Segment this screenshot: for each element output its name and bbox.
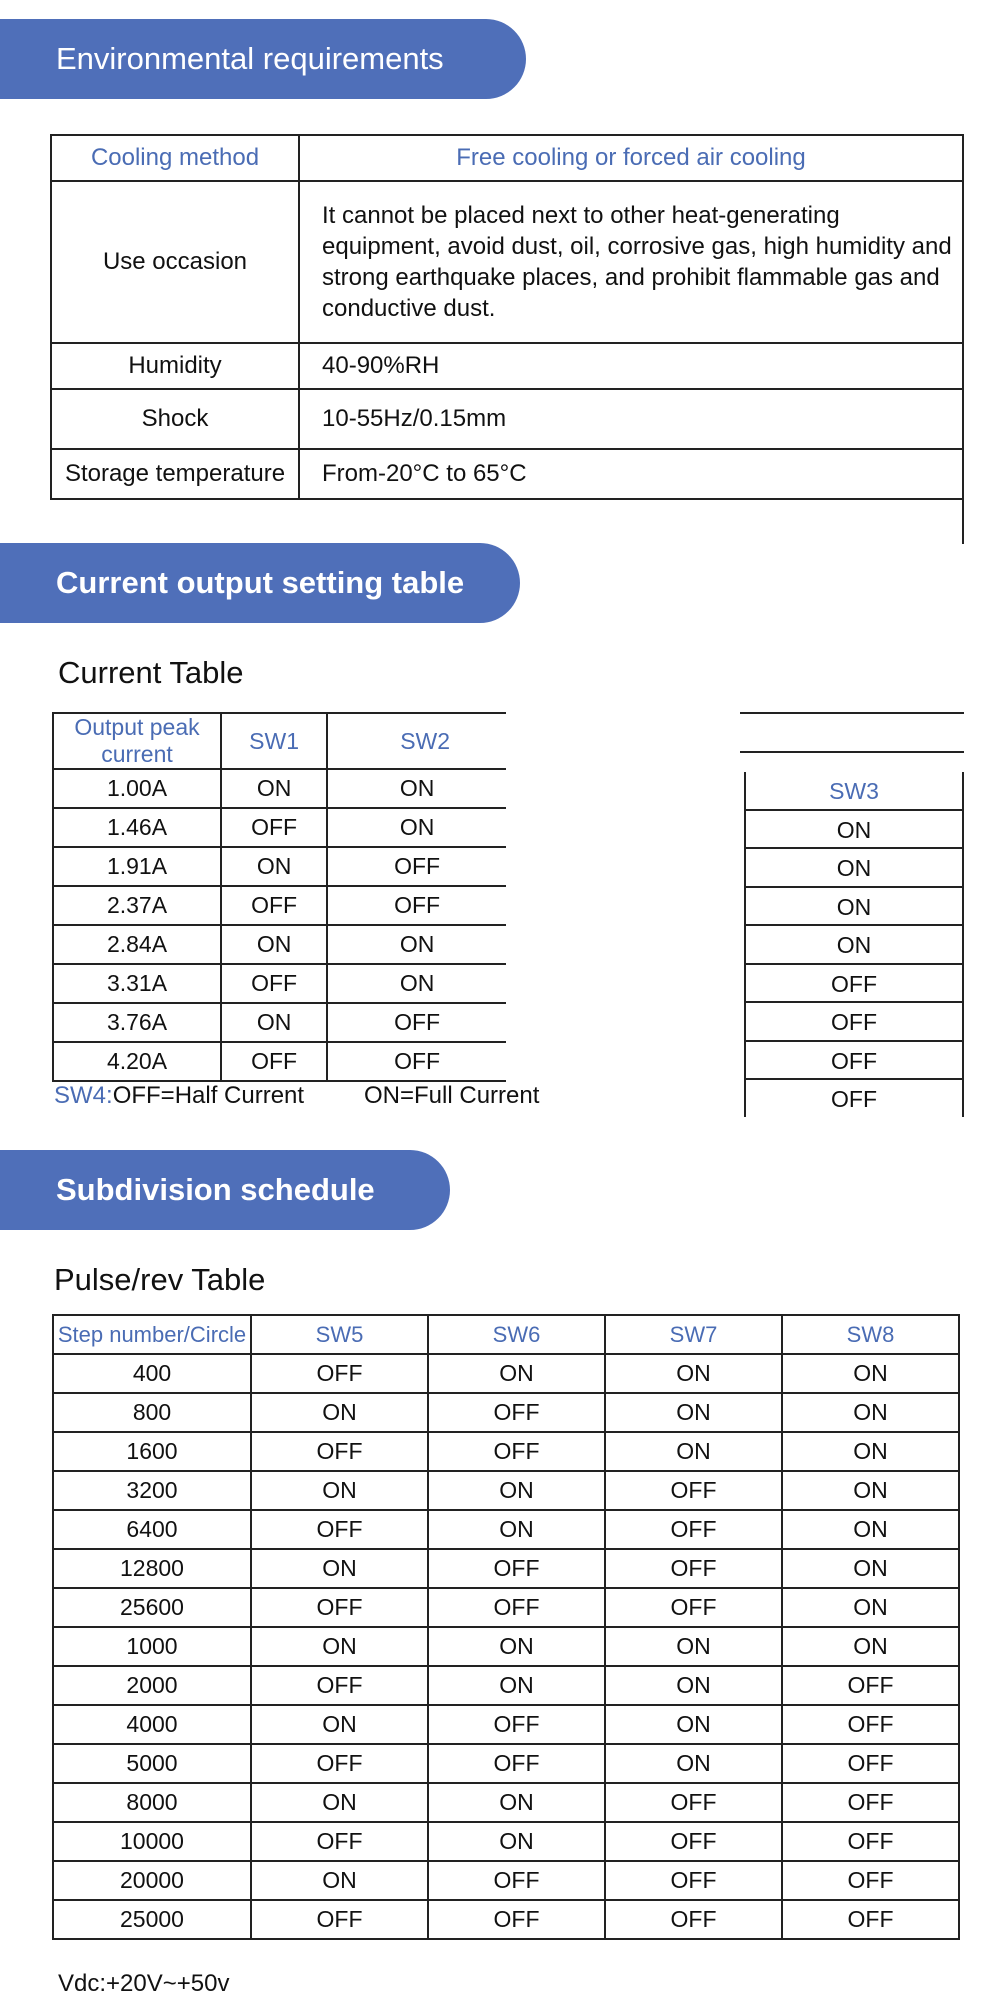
table-cell: 3200 [53,1471,251,1510]
table-cell: ON [327,964,506,1003]
table-cell: OFF [746,1003,962,1042]
table-row [53,847,506,886]
table-cell: ON [251,1861,428,1900]
table-cell: 12800 [53,1549,251,1588]
table-cell: ON [782,1393,959,1432]
table-header-cell: SW5 [251,1315,428,1354]
table-cell: 1000 [53,1627,251,1666]
table-cell: OFF [782,1900,959,1939]
table-cell: ON [746,849,962,888]
table-divider [740,751,964,753]
table-row [53,769,506,808]
table-cell: OFF [605,1900,782,1939]
table-cell: Shock [51,389,299,449]
table-header-cell: SW3 [746,772,962,811]
table-cell: 2000 [53,1666,251,1705]
table-cell: ON [428,1783,605,1822]
table-cell: 5000 [53,1744,251,1783]
sw3-column [744,772,964,1117]
section-title: Environmental requirements [56,41,444,76]
table-cell: 1.91A [53,847,221,886]
table-row [53,1666,959,1705]
table-cell: Free cooling or forced air cooling [299,135,963,181]
table-header-cell: SW8 [782,1315,959,1354]
table-cell: ON [782,1354,959,1393]
table-row [51,343,963,389]
table-cell: ON [327,925,506,964]
table-cell: 400 [53,1354,251,1393]
table-row [53,1549,959,1588]
table-row [53,964,506,1003]
sw4-off-text: OFF=Half Current [112,1082,305,1109]
table-cell: OFF [746,1042,962,1081]
table-cell: ON [428,1666,605,1705]
table-cell: 4.20A [53,1042,221,1081]
section-title: Subdivision schedule [56,1172,375,1207]
table-row [53,1354,959,1393]
table-cell: OFF [605,1861,782,1900]
vdc-note: Vdc:+20V~+50v [58,1970,230,1997]
table-row [53,925,506,964]
table-cell: ON [746,811,962,850]
table-cell: OFF [782,1861,959,1900]
table-cell: OFF [831,1086,877,1112]
table-cell: ON [605,1627,782,1666]
pulse-table [52,1314,960,1940]
table-cell: 4000 [53,1705,251,1744]
table-row [53,1393,959,1432]
table-row [51,135,963,181]
table-cell: OFF [221,1042,327,1081]
table-cell: 1600 [53,1432,251,1471]
table-cell: ON [746,926,962,965]
table-header-cell: SW6 [428,1315,605,1354]
table-cell: 2.84A [53,925,221,964]
table-cell: 1.00A [53,769,221,808]
table-row [53,1588,959,1627]
table-cell: OFF [428,1744,605,1783]
table-cell: ON [605,1393,782,1432]
table-row [53,1471,959,1510]
table-row [51,449,963,499]
table-row [53,1432,959,1471]
current-table-title: Current Table [58,655,244,690]
table-cell: 800 [53,1393,251,1432]
table-cell: ON [605,1744,782,1783]
table-cell: OFF [428,1588,605,1627]
section-banner-environmental [0,19,526,99]
sw4-label: SW4: [54,1082,113,1109]
table-cell: ON [746,888,962,927]
table-row [53,808,506,847]
table-cell: OFF [428,1432,605,1471]
table-cell: ON [605,1354,782,1393]
table-cell: OFF [428,1549,605,1588]
section-title: Current output setting table [56,565,465,600]
table-cell: 20000 [53,1861,251,1900]
table-row [53,1510,959,1549]
table-cell: ON [428,1354,605,1393]
table-cell: ON [782,1549,959,1588]
table-row [51,181,963,343]
table-cell: OFF [428,1393,605,1432]
table-cell: ON [782,1588,959,1627]
table-cell: ON [428,1471,605,1510]
table-cell: 6400 [53,1510,251,1549]
table-row [53,1822,959,1861]
table-cell: OFF [428,1900,605,1939]
table-cell: ON [428,1510,605,1549]
table-cell: OFF [251,1588,428,1627]
section-banner-current-output [0,543,520,623]
table-cell: ON [251,1705,428,1744]
table-cell: 10000 [53,1822,251,1861]
table-cell: OFF [251,1822,428,1861]
table-cell: It cannot be placed next to other heat-generating equipment, avoid dust, oil, corrosive gas, high humidity and strong earthquake places, and prohibit flammable gas and conductive dust. [299,181,963,343]
table-row [53,1744,959,1783]
table-cell: ON [428,1822,605,1861]
table-row [53,1042,506,1081]
table-cell: OFF [251,1432,428,1471]
table-cell: OFF [327,886,506,925]
table-cell: ON [428,1627,605,1666]
table-cell: ON [327,808,506,847]
table-cell: OFF [428,1705,605,1744]
table-cell: ON [221,847,327,886]
table-cell: ON [251,1393,428,1432]
table-cell: OFF [251,1510,428,1549]
table-cell: OFF [782,1822,959,1861]
table-cell: OFF [605,1588,782,1627]
table-cell: OFF [327,847,506,886]
table-cell: OFF [782,1666,959,1705]
table-cell: ON [605,1666,782,1705]
table-cell: OFF [251,1354,428,1393]
sw4-note [54,1082,304,1110]
table-cell: From-20°C to 65°C [299,449,963,499]
table-cell: 3.31A [53,964,221,1003]
table-cell: 2.37A [53,886,221,925]
table-cell: OFF [221,808,327,847]
pulse-table-title: Pulse/rev Table [54,1262,266,1297]
table-cell: 25000 [53,1900,251,1939]
table-cell: ON [782,1471,959,1510]
table-cell: OFF [605,1471,782,1510]
table-cell: ON [221,769,327,808]
table-cell: 8000 [53,1783,251,1822]
table-header-cell: Output peak current [53,713,221,769]
table-row [53,1003,506,1042]
table-cell: ON [605,1705,782,1744]
table-cell: ON [782,1432,959,1471]
section-banner-subdivision [0,1150,450,1230]
table-cell: 25600 [53,1588,251,1627]
table-header-cell: SW2 [327,713,506,769]
table-row [53,1861,959,1900]
table-cell: OFF [782,1783,959,1822]
table-header-cell: SW1 [221,713,327,769]
table-cell: ON [251,1783,428,1822]
table-cell: OFF [746,965,962,1004]
table-row [53,713,506,769]
table-header-cell: Step number/Circle [53,1315,251,1354]
table-cell: ON [221,925,327,964]
table-cell: OFF [221,964,327,1003]
table-row [51,389,963,449]
table-row [53,886,506,925]
table-header-cell: SW7 [605,1315,782,1354]
table-cell: Storage temperature [51,449,299,499]
environmental-table [50,134,964,500]
table-cell: OFF [782,1705,959,1744]
table-cell: ON [221,1003,327,1042]
table-cell: OFF [782,1744,959,1783]
table-cell: OFF [605,1549,782,1588]
table-cell: ON [251,1471,428,1510]
table-cell: ON [251,1549,428,1588]
table-row [53,1783,959,1822]
table-cell: ON [605,1432,782,1471]
table-divider [740,712,964,714]
table-cell: ON [327,769,506,808]
table-row [53,1627,959,1666]
table-cell: OFF [605,1822,782,1861]
table-cell: OFF [251,1900,428,1939]
table-divider [962,172,964,544]
table-cell: 3.76A [53,1003,221,1042]
table-cell: Cooling method [51,135,299,181]
table-cell: OFF [327,1042,506,1081]
table-cell: OFF [221,886,327,925]
table-cell: ON [782,1510,959,1549]
table-row [53,1705,959,1744]
current-table [52,712,506,1082]
table-cell: 10-55Hz/0.15mm [299,389,963,449]
sw4-on-text: ON=Full Current [364,1082,540,1109]
table-cell: OFF [251,1744,428,1783]
table-cell: OFF [251,1666,428,1705]
table-cell: OFF [428,1861,605,1900]
table-cell: Use occasion [51,181,299,343]
table-cell: 1.46A [53,808,221,847]
table-cell: ON [251,1627,428,1666]
table-row [53,1900,959,1939]
table-cell: 40-90%RH [299,343,963,389]
table-cell: Humidity [51,343,299,389]
table-cell: OFF [327,1003,506,1042]
table-cell: ON [782,1627,959,1666]
table-row [53,1315,959,1354]
table-cell: OFF [605,1510,782,1549]
table-cell: OFF [605,1783,782,1822]
